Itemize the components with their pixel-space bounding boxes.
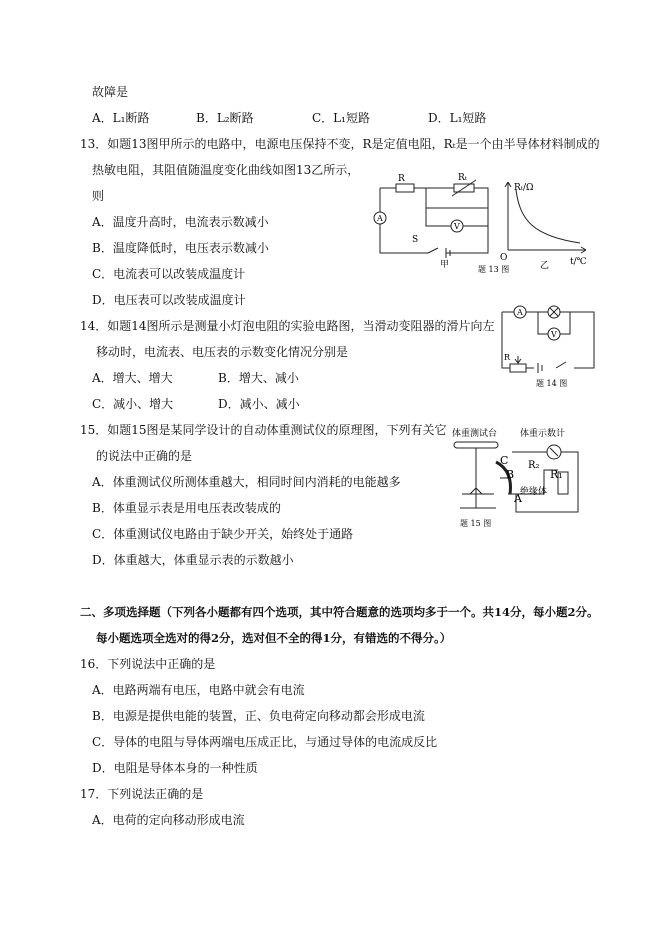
q13-stem-line1: 13．如题13图甲所示的电路中，电源电压保持不变，R是定值电阻，Rₜ是一个由半导体材料制成的	[80, 137, 600, 151]
q16-option-b: B．电源是提供电能的装置，正、负电荷定向移动都会形成电流	[92, 709, 425, 723]
fig13-xlabel: t/℃	[570, 257, 587, 267]
q13-stem-line2: 热敏电阻，其阻值随温度变化曲线如图13乙所示，	[92, 163, 360, 177]
fig15-b-label: B	[506, 468, 515, 481]
q15-stem-line2: 的说法中正确的是	[96, 449, 193, 463]
fig13-yi-label: 乙	[540, 261, 550, 271]
fig13-ylabel: Rₜ/Ω	[514, 183, 534, 193]
q13-stem-line3: 则	[92, 189, 105, 203]
fig13-r-label: R	[398, 174, 405, 184]
fig14-rheostat-label: R	[504, 353, 511, 362]
fig15-r2-label: R₂	[528, 460, 540, 471]
q12-option-a: A．L₁断路	[92, 111, 150, 125]
q14-option-c: C．减小、增大	[92, 397, 174, 411]
q14-option-a: A．增大、增大	[92, 371, 173, 385]
q12-option-c: C．L₁短路	[312, 111, 370, 125]
q13-option-a: A．温度升高时，电流表示数减小	[92, 215, 269, 229]
q16-option-d: D．电阻是导体本身的一种性质	[92, 761, 258, 775]
q15-option-d: D．体重越大，体重显示表的示数越小	[92, 553, 294, 567]
q12-stem: 故障是	[92, 85, 129, 99]
q16-option-a: A．电路两端有电压，电路中就会有电流	[92, 683, 305, 697]
q15-option-c: C．体重测试仪电路由于缺少开关，始终处于通路	[92, 527, 354, 541]
fig13-origin: O	[500, 253, 508, 263]
q15-option-b: B．体重显示表是用电压表改装成的	[92, 501, 281, 515]
fig15-a-label: A	[514, 492, 522, 505]
fig13-rt-label: Rₜ	[458, 173, 467, 183]
q14-stem-line1: 14．如题14图所示是测量小灯泡电阻的实验电路图，当滑动变阻器的滑片向左	[80, 319, 495, 333]
q12-option-d: D．L₁短路	[428, 111, 487, 125]
fig13-caption: 题 13 图	[478, 265, 510, 274]
q13-option-d: D．电压表可以改装成温度计	[92, 293, 246, 307]
q14-option-b: B．增大、减小	[218, 371, 299, 385]
q15-option-a: A．体重测试仪所测体重越大，相同时间内消耗的电能越多	[92, 475, 401, 489]
figure-14	[494, 300, 604, 392]
figure-13	[368, 168, 594, 280]
q14-stem-line2: 移动时，电流表、电压表的示数变化情况分别是	[96, 345, 349, 359]
fig15-insulator-label: 绝缘体	[520, 487, 548, 497]
q13-option-b: B．温度降低时，电压表示数减小	[92, 241, 269, 255]
q13-option-c: C．电流表可以改装成温度计	[92, 267, 246, 281]
section2-heading-line1: 二、多项选择题（下列各小题都有四个选项，其中符合题意的选项均多于一个。共14分，每小题2分。	[80, 605, 599, 619]
section2-heading-line2: 每小题选项全选对的得2分，选对但不全的得1分，有错选的不得分。）	[96, 631, 452, 645]
fig13-switch-label: S	[412, 235, 419, 245]
fig13-ammeter-label: A	[377, 214, 383, 223]
q17-stem: 17．下列说法正确的是	[80, 787, 204, 801]
q17-option-a: A．电荷的定向移动形成电流	[92, 813, 245, 827]
fig13-jia-label: 甲	[440, 260, 450, 270]
fig15-platform-label: 体重测试台	[452, 429, 498, 439]
fig14-caption: 题 14 图	[536, 379, 568, 388]
q15-stem-line1: 15．如题15图是某同学设计的自动体重测试仪的原理图，下列有关它	[80, 423, 447, 437]
q12-option-b: B．L₂断路	[196, 111, 254, 125]
fig13-voltmeter-label: V	[454, 222, 460, 231]
fig15-meter-label: 体重示数计	[520, 429, 566, 439]
fig15-r1-label: R₁	[550, 468, 563, 481]
figure-15	[446, 422, 596, 528]
fig14-ammeter-label: A	[517, 308, 523, 317]
q16-stem: 16．下列说法中正确的是	[80, 657, 216, 671]
fig15-caption: 题 15 图	[460, 519, 492, 528]
fig14-voltmeter-label: V	[551, 330, 557, 339]
q16-option-c: C．导体的电阻与导体两端电压成正比，与通过导体的电流成反比	[92, 735, 438, 749]
fig15-c-label: C	[500, 454, 509, 467]
q14-option-d: D．减小、减小	[218, 397, 300, 411]
